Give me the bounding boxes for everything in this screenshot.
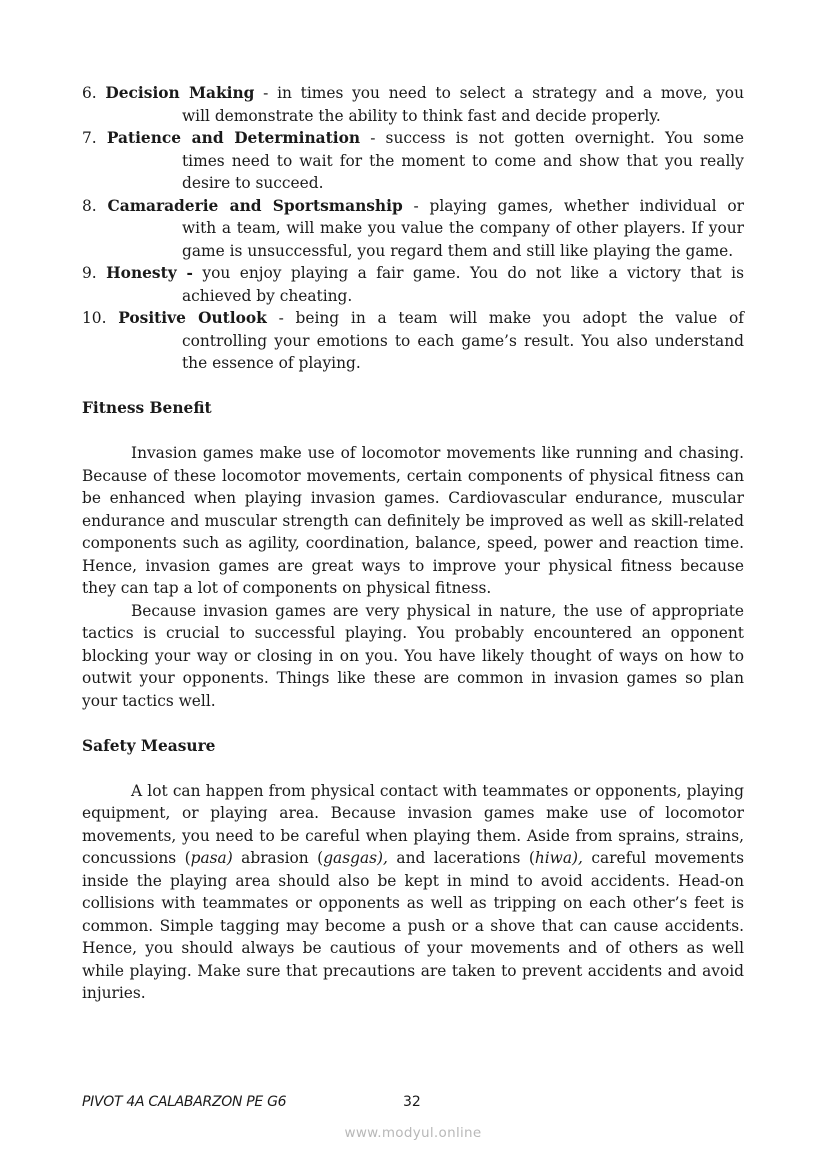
list-item-continuation: times need to wait for the moment to come and show that you really desire to succeed. — [182, 151, 744, 192]
page-content — [82, 82, 744, 1005]
list-item-patience-determination — [82, 127, 744, 195]
list-item-first-line: 8. Camaraderie and Sportsmanship - playing games, whether individual or — [82, 196, 744, 215]
list-item-positive-outlook — [82, 307, 744, 375]
spacer — [82, 712, 744, 735]
heading-safety-measure: Safety Measure — [82, 736, 216, 755]
list-item-continuation: achieved by cheating. — [182, 286, 353, 305]
spacer — [82, 757, 744, 780]
list-item-camaraderie-sportsmanship — [82, 195, 744, 263]
list-item-term: Decision Making — [105, 84, 255, 102]
paragraph-fitness-1: Invasion games make use of locomotor movements like running and chasing. Because of these locomotor movements, certain components of physical fitness can be enhanced when playing invasion games. Cardiovascular endurance, muscular endurance and muscular strength can definitely be improved as well as skill-related components such as agility, coordination, balance, speed, power and reaction time. Hence, invasion games are great ways to improve your physical fitness because they can tap a lot of components on physical fitness. — [82, 444, 744, 597]
spacer — [82, 375, 744, 398]
spacer — [82, 420, 744, 443]
list-item-first-line: 9. Honesty - you enjoy playing a fair game. You do not like a victory that is — [82, 264, 744, 282]
list-item-first-line: 10. Positive Outlook - being in a team will make you adopt the value of — [82, 309, 744, 327]
paragraph-safety: A lot can happen from physical contact with teammates or opponents, playing equipment, or playing area. Because invasion games make use of locomotor movements, you need to be careful when playing them. Aside from sprains, strains, concussions (pasa) abrasion (gasgas), and lacerations (hiwa), careful movements inside the playing area should also be kept in mind to avoid accidents. Head-on collisions with teammates or opponents as well as tripping on each other’s feet is common. Simple tagging may become a push or a shove that can cause accidents. Hence, you should always be cautious of your movements and of others as well while playing. Make sure that precautions are taken to prevent accidents and avoid injuries. — [82, 781, 744, 1002]
list-item-continuation: with a team, will make you value the company of other players. If your game is unsuccessful, you regard them and still like playing the game. — [182, 219, 744, 260]
page-footer — [82, 1094, 744, 1110]
list-item-continuation: controlling your emotions to each game’s result. You also understand the essence of playing. — [182, 331, 744, 372]
term-gasgas: gasgas), — [323, 849, 388, 867]
term-pasa: pasa) — [190, 849, 233, 867]
page-number: 32 — [403, 1094, 421, 1110]
heading-fitness-benefit: Fitness Benefit — [82, 399, 212, 417]
list-item-honesty — [82, 262, 744, 307]
list-item-term: Patience and Determination — [106, 129, 361, 147]
footer-document-title: PIVOT 4A CALABARZON PE G6 — [82, 1094, 287, 1110]
list-item-term: Camaraderie and Sportsmanship — [107, 196, 403, 215]
list-item-decision-making — [82, 82, 744, 127]
list-item-term: Honesty - — [106, 264, 193, 282]
list-item-first-line: 6. Decision Making - in times you need to select a strategy and a move, you — [82, 84, 744, 102]
watermark: www.modyul.online — [344, 1125, 482, 1141]
paragraph-fitness-2: Because invasion games are very physical in nature, the use of appropriate tactics is crucial to successful playing. You probably encountered an opponent blocking your way or closing in on you. You have likely thought of ways on how to outwit your opponents. Things like these are common in invasion games so plan your tactics well. — [82, 601, 744, 710]
list-item-term: Positive Outlook — [118, 309, 267, 327]
list-item-first-line: 7. Patience and Determination - success is not gotten overnight. You some — [82, 129, 744, 147]
list-item-continuation: will demonstrate the ability to think fast and decide properly. — [182, 106, 661, 125]
term-hiwa: hiwa), — [534, 849, 583, 867]
